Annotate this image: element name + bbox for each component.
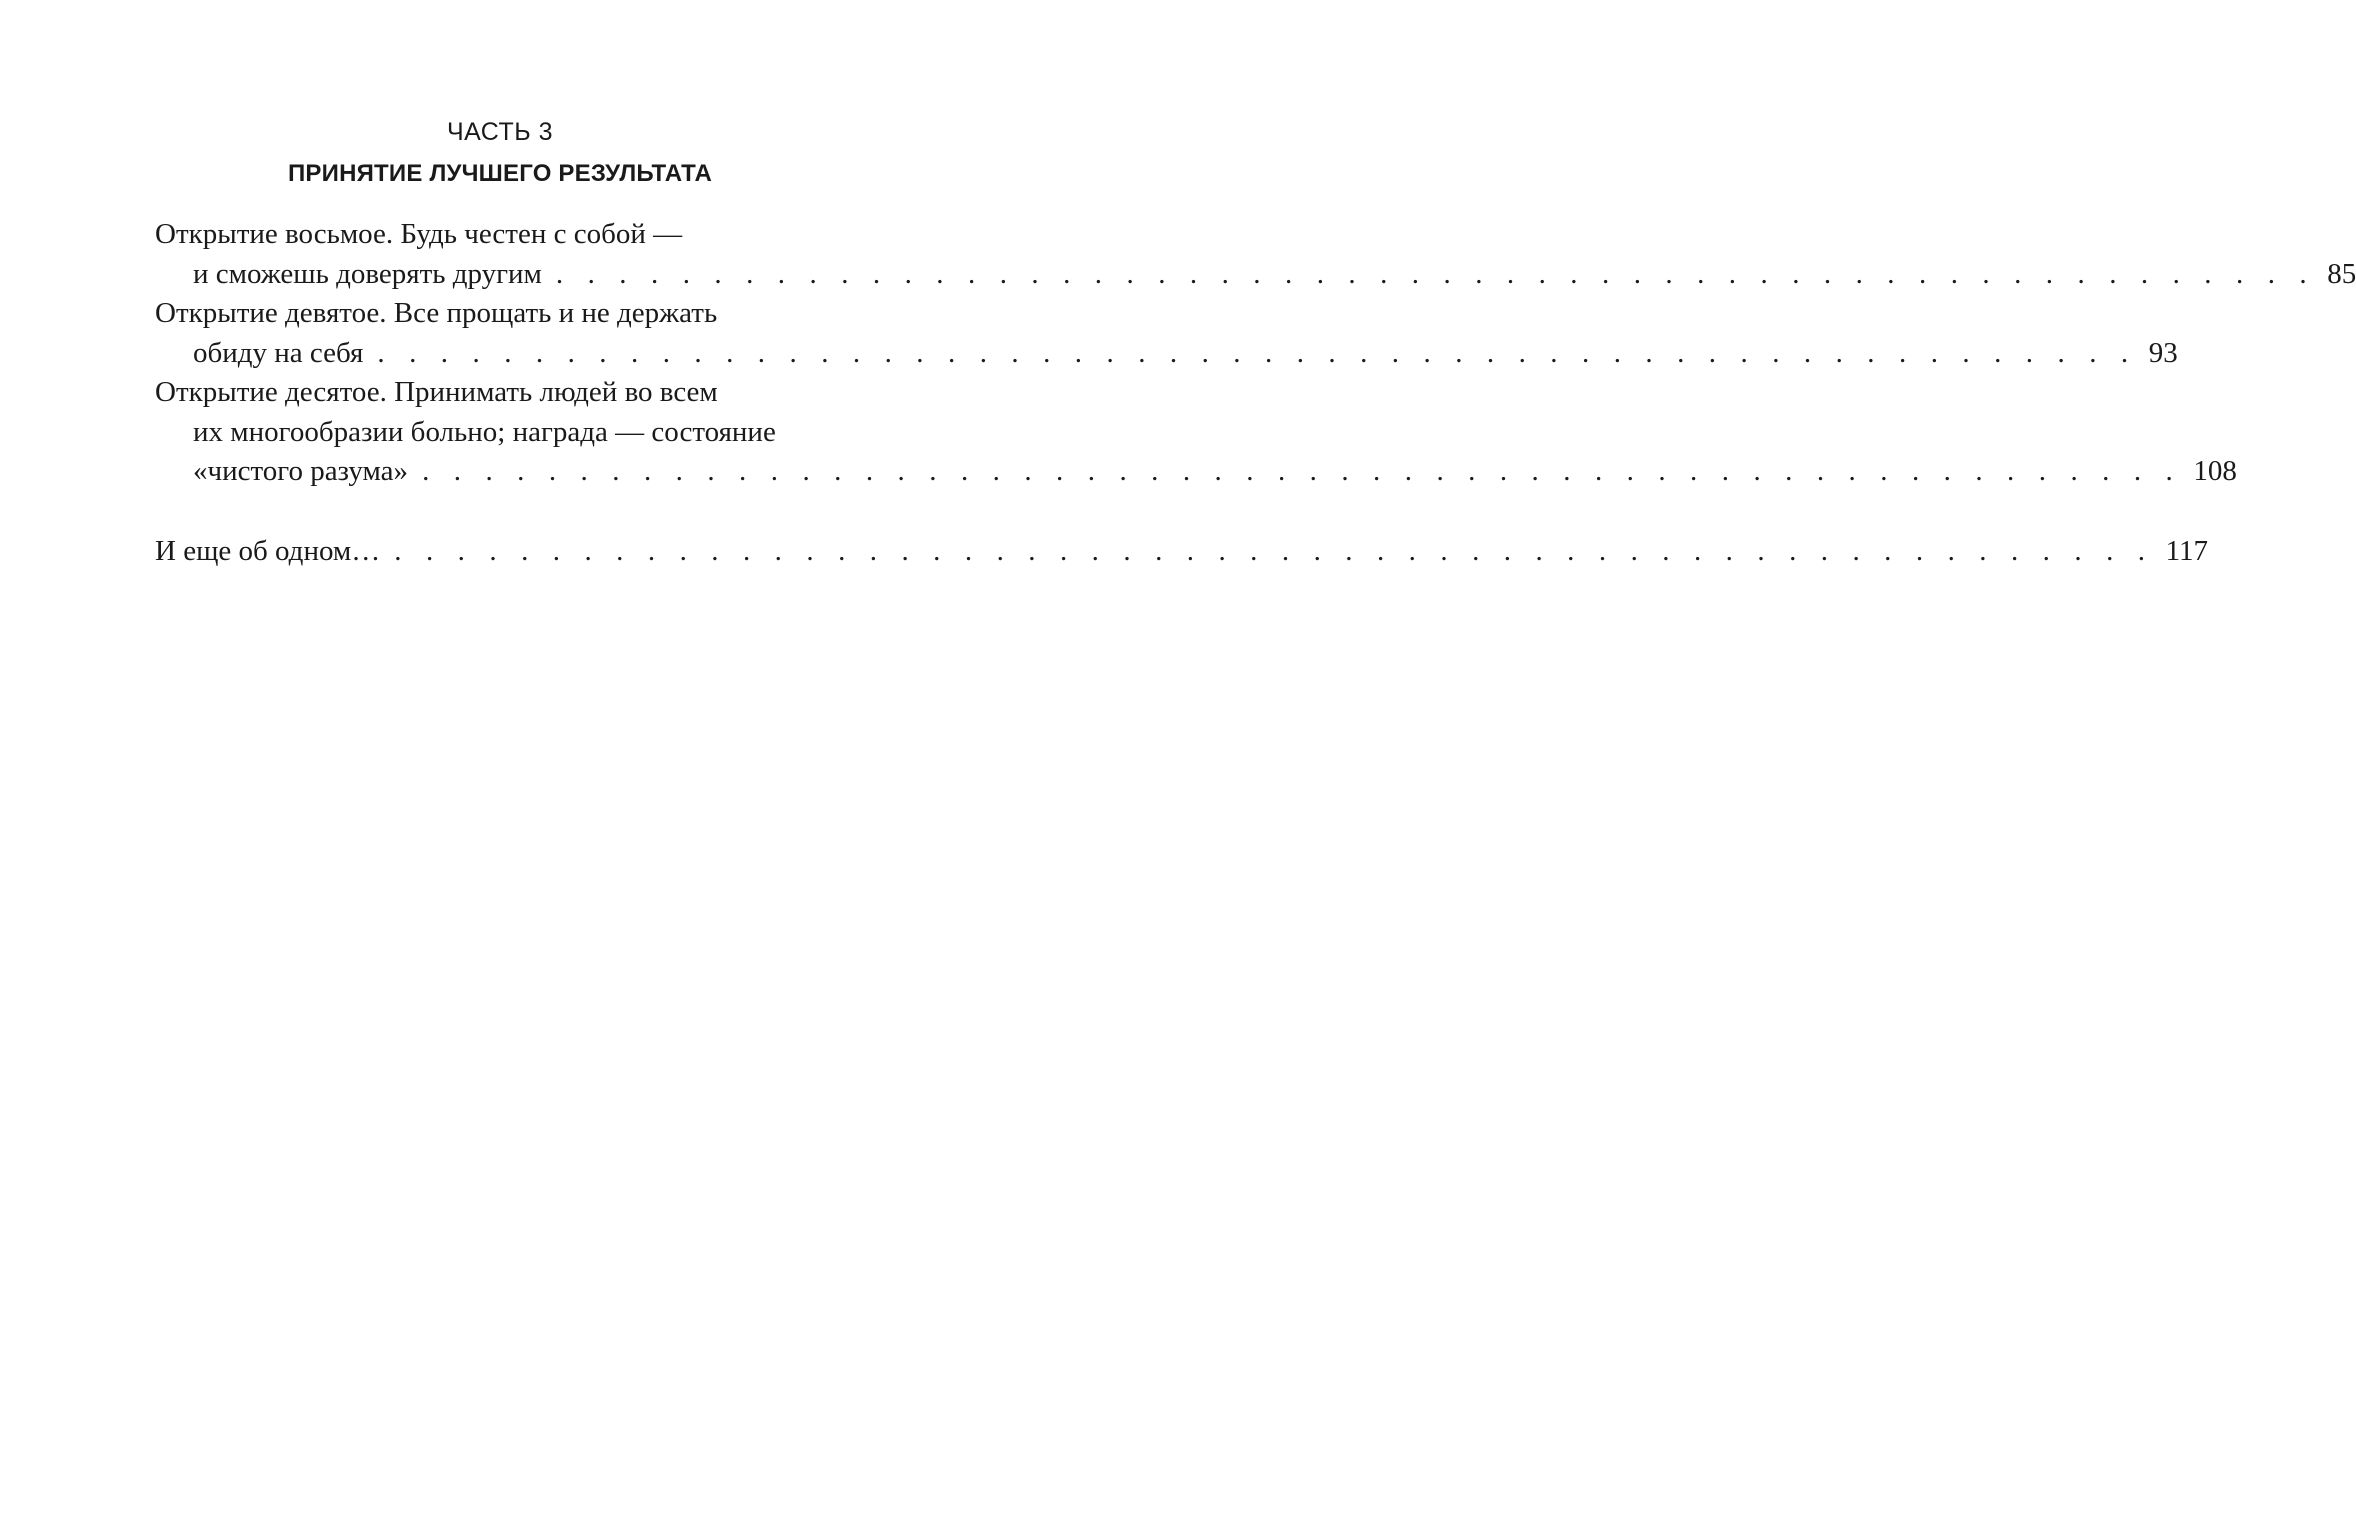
page-number: 108 bbox=[2193, 455, 2237, 487]
dot-leader: . . . . . . . . . . . . . . . . . . . . . . . . . . . . . . . . . . . . . . . . . . . . . . . . . . . . . . . . bbox=[555, 258, 2316, 290]
part-label: ЧАСТЬ 3 bbox=[446, 118, 554, 146]
toc-entry-10-line-2: их многообразии больно; награда — состояние bbox=[193, 416, 776, 448]
toc-entry-8-line-1: Открытие восьмое. Будь честен с собой — bbox=[155, 218, 683, 250]
toc-entry-10-line-1: Открытие десятое. Принимать людей во всем bbox=[155, 376, 718, 408]
toc-entry-afterword[interactable] bbox=[155, 531, 2209, 571]
page-number: 85 bbox=[2327, 258, 2356, 290]
toc-entry-text: обиду на себя bbox=[193, 337, 364, 369]
toc-entry-text: и сможешь доверять другим bbox=[193, 258, 542, 290]
dot-leader: . . . . . . . . . . . . . . . . . . . . . . . . . . . . . . . . . . . . . . . . . . . . . . . . . . . . . . . . bbox=[422, 455, 2182, 487]
page-number: 93 bbox=[2148, 337, 2178, 369]
toc-entry-9-last-line[interactable] bbox=[193, 333, 2178, 373]
toc-entry-10-last-line[interactable] bbox=[193, 451, 2237, 491]
toc-entry-text: И еще об одном… bbox=[155, 535, 381, 567]
page-number: 117 bbox=[2165, 535, 2209, 567]
dot-leader: . . . . . . . . . . . . . . . . . . . . . . . . . . . . . . . . . . . . . . . . . . . . . . . . . . . . . . . . bbox=[394, 535, 2154, 567]
toc-entry-8-last-line[interactable] bbox=[193, 254, 2356, 294]
toc-entry-text: «чистого разума» bbox=[193, 455, 409, 487]
part-title: ПРИНЯТИЕ ЛУЧШЕГО РЕЗУЛЬТАТА bbox=[287, 160, 713, 187]
toc-entry-9-line-1: Открытие девятое. Все прощать и не держать bbox=[155, 297, 718, 329]
dot-leader: . . . . . . . . . . . . . . . . . . . . . . . . . . . . . . . . . . . . . . . . . . . . . . . . . . . . . . . . bbox=[377, 337, 2137, 369]
